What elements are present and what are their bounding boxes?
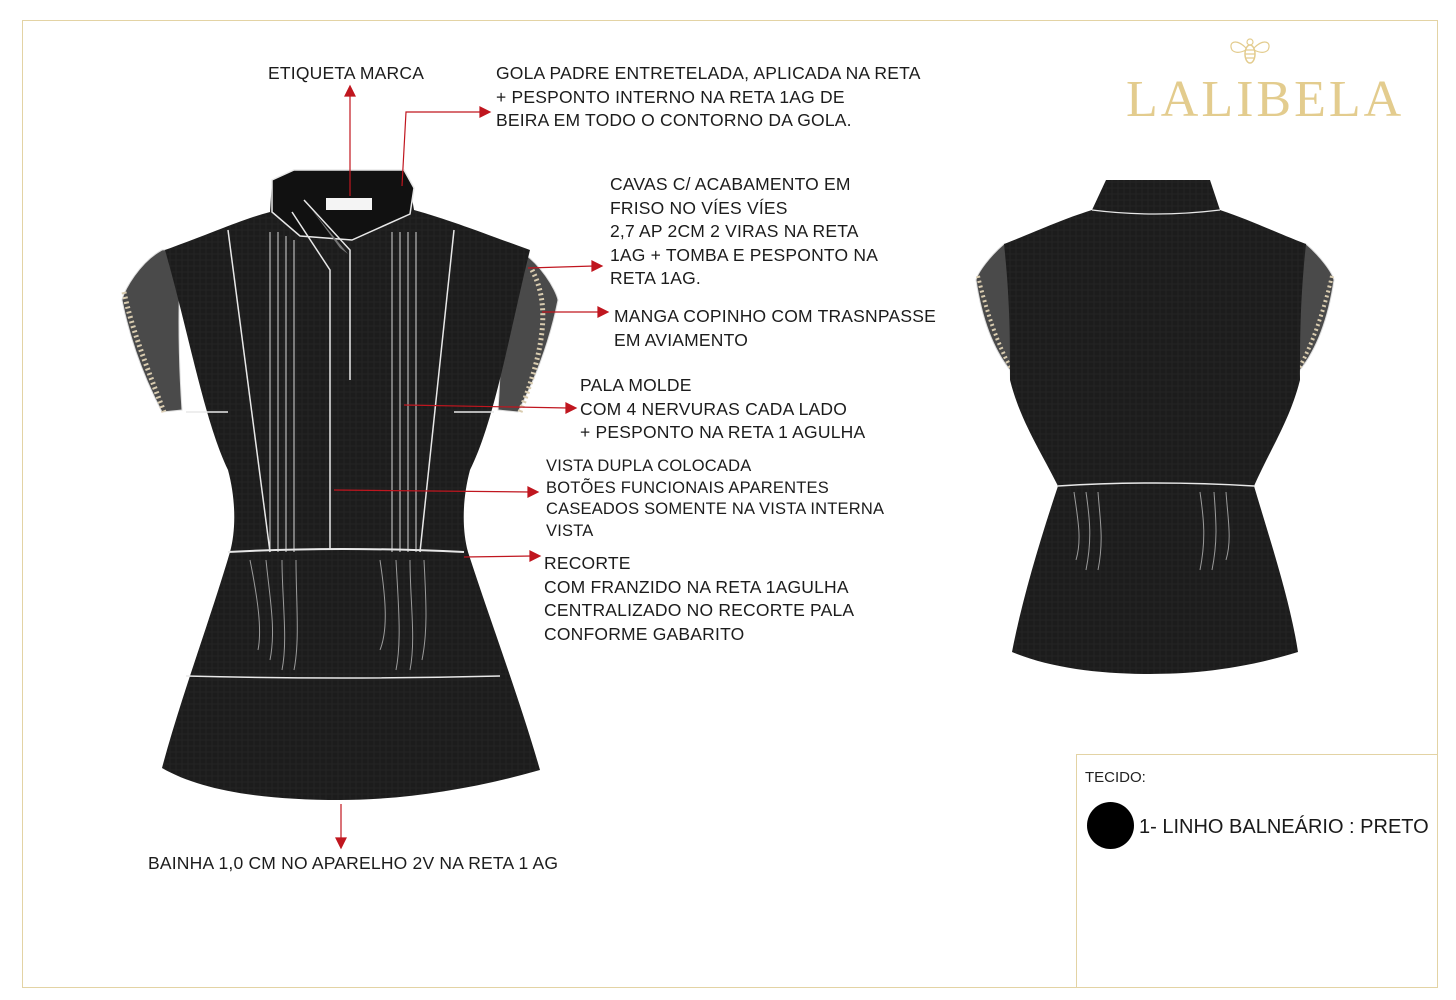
front-body	[162, 172, 540, 800]
fabric-label: TECIDO:	[1085, 769, 1146, 786]
note-gola: GOLA PADRE ENTRETELADA, APLICADA NA RETA + PESPONTO INTERNO NA RETA 1AG DE BEIRA EM TODO O CONTORNO DA GOLA.	[496, 63, 921, 130]
fabric-swatch	[1087, 802, 1134, 849]
note-manga: MANGA COPINHO COM TRASNPASSE EM AVIAMENTO	[614, 306, 936, 350]
note-recorte: RECORTE COM FRANZIDO NA RETA 1AGULHA CENTRALIZADO NO RECORTE PALA CONFORME GABARITO	[544, 553, 855, 644]
fabric-name: 1- LINHO BALNEÁRIO : PRETO	[1139, 816, 1429, 838]
brand-logo-text: LALIBELA	[1126, 71, 1405, 128]
bee-icon	[1226, 34, 1274, 70]
note-vista: VISTA DUPLA COLOCADA BOTÕES FUNCIONAIS APARENTES CASEADOS SOMENTE NA VISTA INTERNA VISTA	[546, 457, 885, 540]
front-view	[122, 170, 558, 800]
note-bainha: BAINHA 1,0 CM NO APARELHO 2V NA RETA 1 AG	[148, 853, 559, 873]
back-view	[976, 180, 1334, 674]
note-pala: PALA MOLDE COM 4 NERVURAS CADA LADO + PESPONTO NA RETA 1 AGULHA	[580, 375, 866, 442]
note-etiqueta: ETIQUETA MARCA	[268, 63, 425, 83]
fabric-box	[1076, 754, 1438, 988]
note-cavas: CAVAS C/ ACABAMENTO EM FRISO NO VÍES VÍES 2,7 AP 2CM 2 VIRAS NA RETA 1AG + TOMBA E PESPONTO NA RETA 1AG.	[610, 174, 879, 288]
back-body	[1004, 180, 1306, 674]
